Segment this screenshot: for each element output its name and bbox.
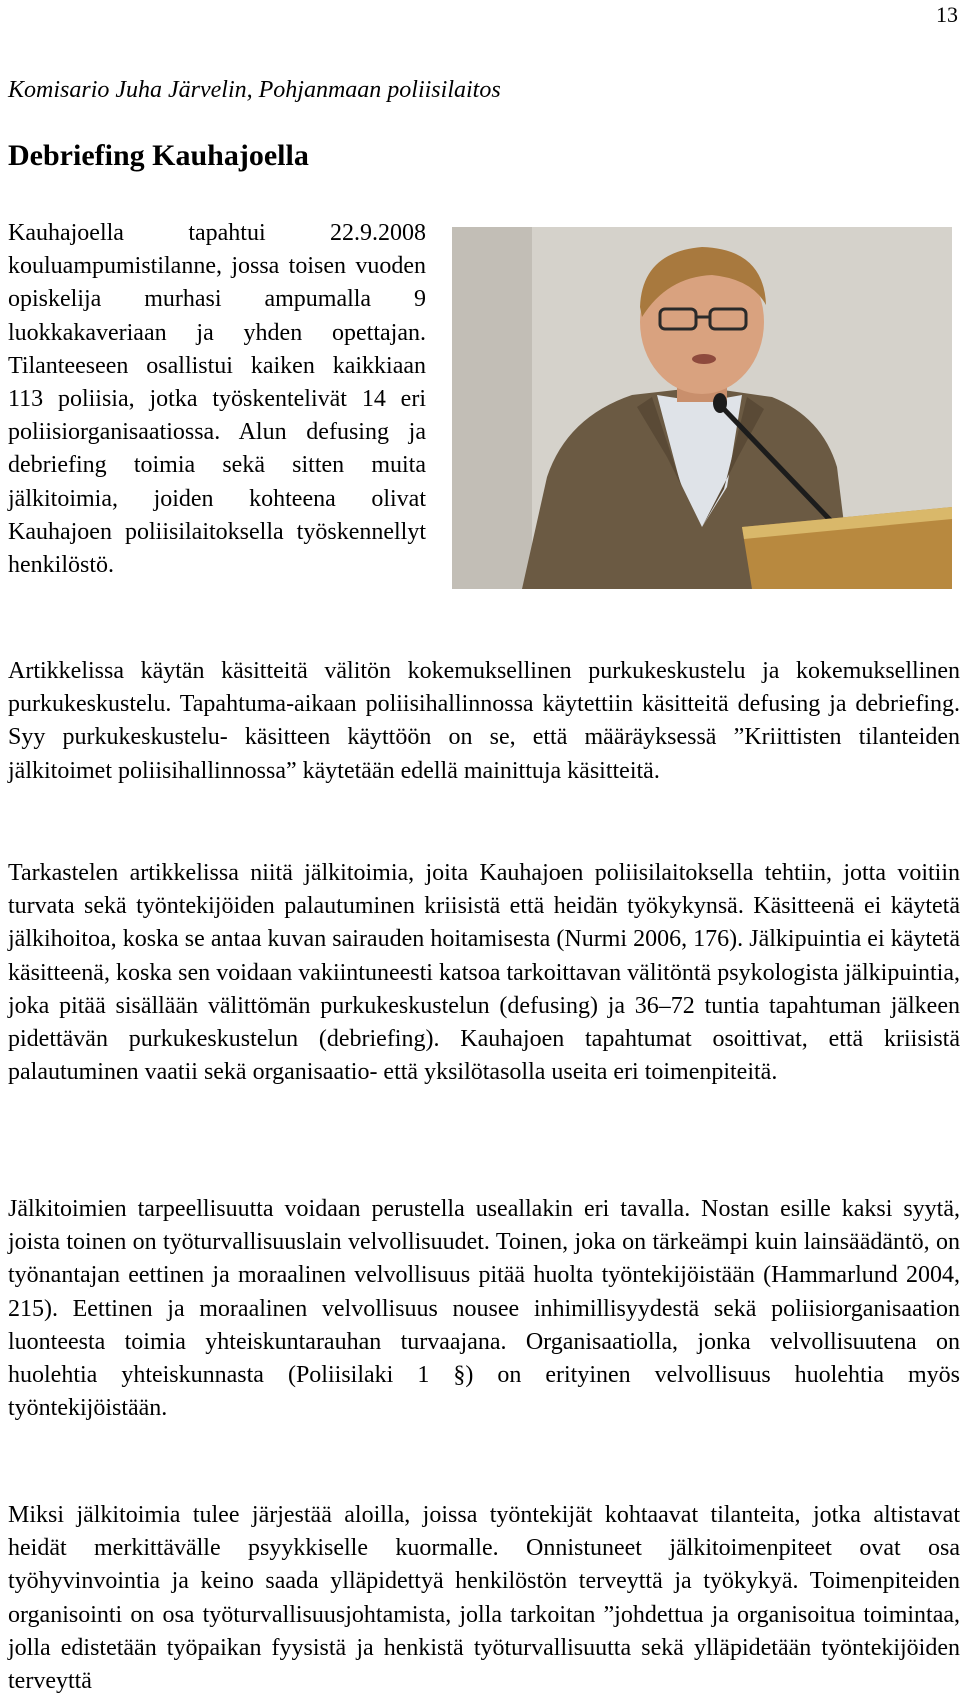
body-paragraph-3: Jälkitoimien tarpeellisuutta voidaan perustella useallakin eri tavalla. Nostan esille kaksi syytä, joista toinen on työturvallisuuslain velvollisuudet. Toinen, joka on tärkeämpi kuin lainsäädäntö, on työnantajan eettinen ja moraalinen velvollisuus pitää huolta työntekijöistään (Hammarlund 2004, 215). Eettinen ja moraalinen velvollisuus nousee inhimillisyydestä sekä poliisiorganisaation luonteesta toimia yhteiskuntarauhan turvaajana. Organisaatiolla, jonka velvollisuutena on huolehtia yhteiskunnasta (Poliisilaki 1 §) on erityinen velvollisuus huolehtia myös työntekijöistään. xyxy=(8,1196,960,1422)
article-title: Debriefing Kauhajoella xyxy=(8,139,309,172)
body-paragraph-2: Tarkastelen artikkelissa niitä jälkitoimia, joita Kauhajoen poliisilaitoksella tehtiin, jotta voitiin turvata sekä työntekijöiden palautuminen kriisistä että heidän työkykynsä. Käsitteenä ei käytetä jälkihoitoa, koska se antaa kuvan sairauden hoitamisesta (Nurmi 2006, 176). Jälkipuintia ei käytetä käsitteenä, koska sen voidaan vakiintuneesti katsoa tarkoittavan välitöntä psykologista jälkipuintia, joka pitää sisällään välittömän purkukeskustelun (defusing) ja 36–72 tuntia tapahtuman jälkeen pidettävän purkukeskustelun (debriefing). Kauhajoen tapahtumat osoittivat, että kriisistä palautuminen vaatii sekä organisaatio- että yksilötasolla useita eri toimenpiteitä. xyxy=(8,860,960,1086)
author-line: Komisario Juha Järvelin, Pohjanmaan poliisilaitos xyxy=(8,77,501,103)
page-number: 13 xyxy=(936,2,958,27)
body-paragraph-4: Miksi jälkitoimia tulee järjestää aloilla, joissa työntekijät kohtaavat tilanteita, jotka altistavat heidät merkittävälle psyykkiselle kuormalle. Onnistuneet jälkitoimenpiteet ovat osa työhyvinvointia ja keino saada ylläpidettyä henkilöstön terveyttä ja työkykyä. Toimenpiteiden organisointi on osa työturvallisuusjohtamista, jolla tarkoitan ”johdettua ja organisoitua toimintaa, jolla edistetään työpaikan fyysistä ja henkistä työturvallisuutta sekä ylläpidetään työntekijöiden terveyttä xyxy=(8,1502,960,1695)
speaker-illustration xyxy=(452,227,952,589)
photo-wall-shadow xyxy=(452,227,532,589)
speaker-mouth xyxy=(692,354,716,364)
microphone-head xyxy=(713,393,727,413)
body-paragraph-1: Artikkelissa käytän käsitteitä välitön kokemuksellinen purkukeskustelu ja kokemuksellinen purkukeskustelu. Tapahtuma-aikaan poliisihallinnossa käytettiin käsitteitä defusing ja debriefing. Syy purkukeskustelu- käsitteen käyttöön on se, että määräyksessä ”Kriittisten tilanteiden jälkitoimet poliisihallinnossa” käytetään edellä mainittuja käsitteitä. xyxy=(8,658,960,784)
speaker-photo xyxy=(452,227,952,589)
intro-paragraph: Kauhajoella tapahtui 22.9.2008 kouluampumistilanne, jossa toisen vuoden opiskelija murhasi ampumalla 9 luokkakaveriaan ja yhden opettajan. Tilanteeseen osallistui kaiken kaikkiaan 113 poliisia, jotka työskentelivät 14 eri poliisiorganisaatiossa. Alun defusing ja debriefing toimia sekä sitten muita jälkitoimia, joiden kohteena olivat Kauhajoen poliisilaitoksella työskennellyt henkilöstö. xyxy=(8,220,426,579)
